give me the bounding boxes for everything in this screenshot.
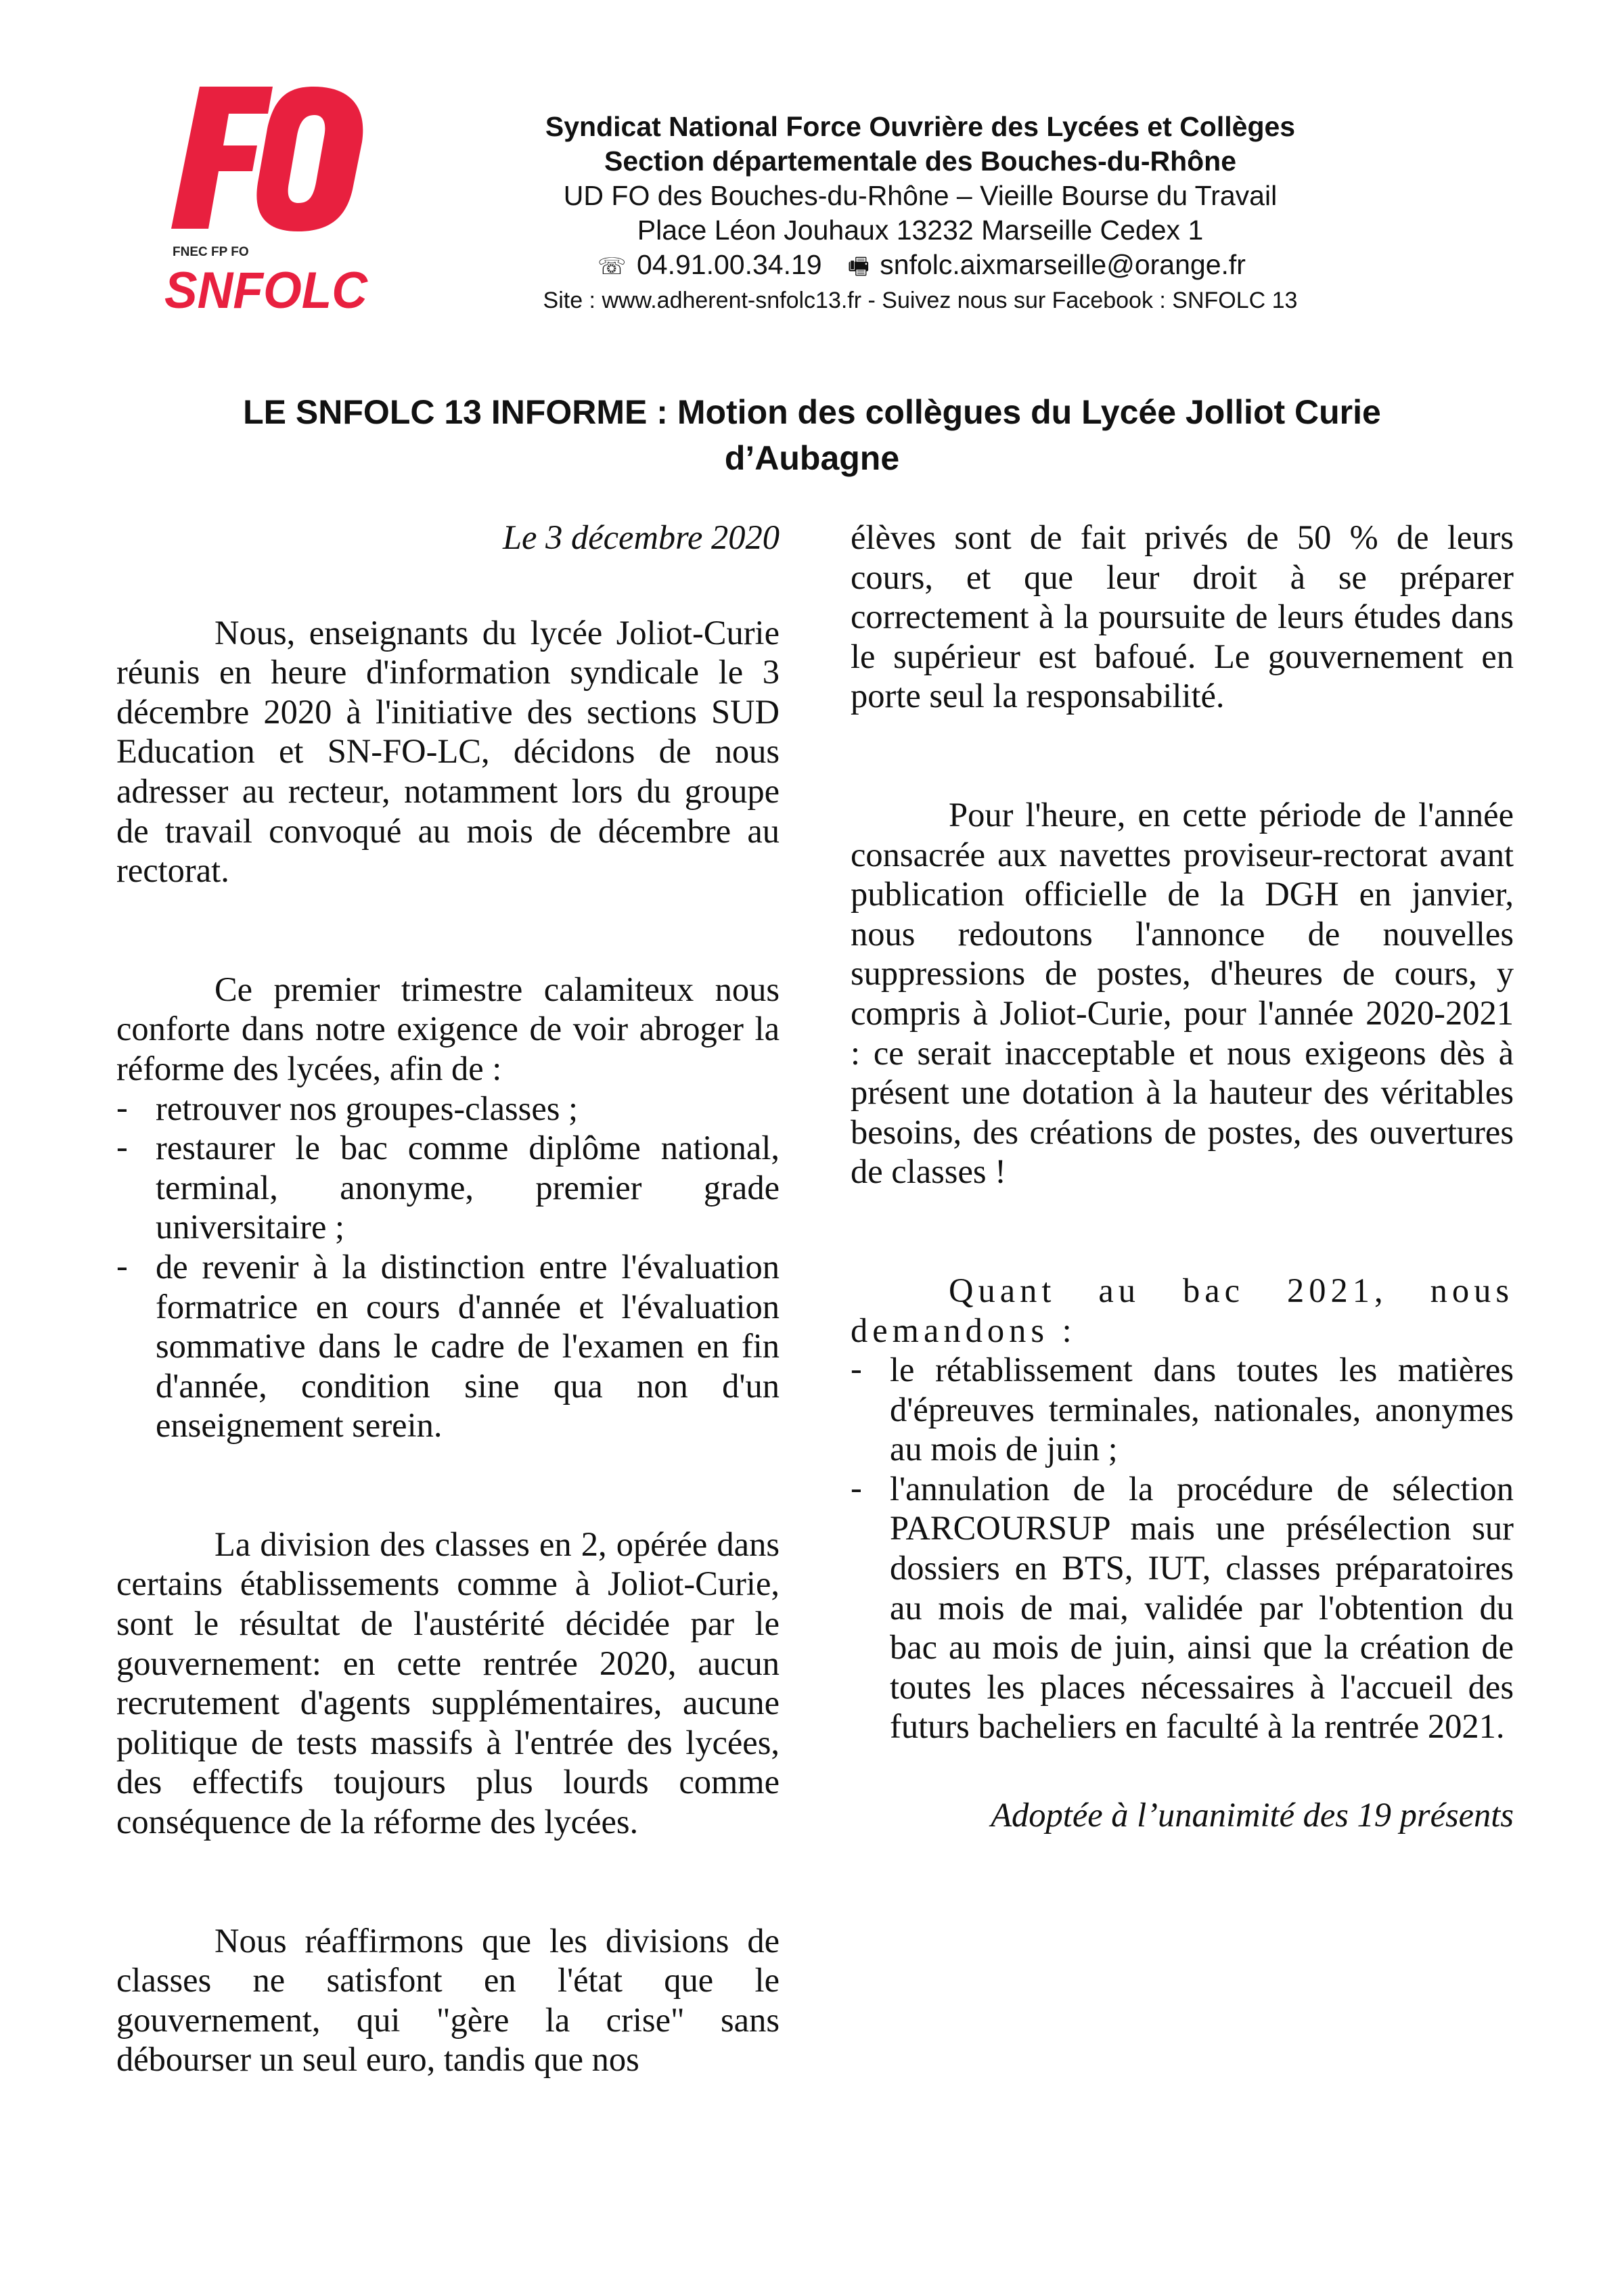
telephone-icon: ☏	[597, 254, 627, 279]
fax-icon: 🖷	[847, 254, 870, 279]
phone-number: 04.91.00.34.19	[636, 249, 822, 280]
paragraph-4-continued: élèves sont de fait privés de 50 % de leurs cours, et que leur droit à se préparer correctement à la poursuite de leurs études dans le supérieur est bafoué. Le gouvernement en porte seul la responsabilité.	[851, 518, 1514, 715]
document-date: Le 3 décembre 2020	[502, 518, 780, 556]
paragraph-3: La division des classes en 2, opérée dans certains établissements comme à Joliot-Curie, sont le résultat de l'austérité décidée par le gouvernement: en cette rentrée 2020, aucun recrutement d'agents supplémentaires, aucune politique de tests massifs à l'entrée des lycées, des effectifs toujours plus lourds comme conséquence de la réforme des lycées.	[116, 1525, 780, 1841]
paragraph-6: Quant au bac 2021, nous demandons :	[851, 1271, 1514, 1349]
header-line-3: UD FO des Bouches-du-Rhône – Vieille Bourse du Travail	[563, 180, 1278, 211]
list-item: - de revenir à la distinction entre l'évaluation formatrice en cours d'année et l'évaluation sommative dans le cadre de l'examen en fin d'année, condition sine qua non d'un enseignement serein.	[116, 1247, 780, 1445]
list-item: - retrouver nos groupes-classes ;	[116, 1089, 780, 1129]
list-item: - le rétablissement dans toutes les matières d'épreuves terminales, nationales, anonymes au mois de juin ;	[851, 1350, 1514, 1469]
paragraph-5: Pour l'heure, en cette période de l'année consacrée aux navettes proviseur-rectorat avant publication officielle de la DGH en janvier, nous redoutons l'annonce de nouvelles suppressions de postes, d'heures de cours, y compris à Joliot-Curie, pour l'année 2020-2021 : ce serait inacceptable et nous exigeons dès à présent une dotation à la hauteur des véritables besoins, des créations de postes, des ouvertures de classes !	[851, 795, 1514, 1191]
letterhead	[420, 110, 1421, 317]
header-contact-line	[420, 248, 1421, 284]
logo-brand-text: SNFOLC	[164, 262, 369, 319]
list-item: - l'annulation de la procédure de sélection PARCOURSUP mais une présélection sur dossiers en BTS, IUT, classes préparatoires au mois de mai, validée par l'obtention du bac au mois de juin, ainsi que la création de toutes les places nécessaires à l'accueil des futurs bacheliers en faculté à la rentrée 2021.	[851, 1469, 1514, 1747]
logo-small-text: FNEC FP FO	[173, 245, 249, 259]
title-line-1: LE SNFOLC 13 INFORME : Motion des collègues du Lycée Jolliot Curie	[243, 393, 1381, 431]
demands-list-2	[851, 1350, 1514, 1747]
paragraph-1: Nous, enseignants du lycée Joliot-Curie réunis en heure d'information syndicale le 3 décembre 2020 à l'initiative des sections SUD Education et SN-FO-LC, décidons de nous adresser au recteur, notamment lors du groupe de travail convoqué au mois de décembre au rectorat.	[116, 613, 780, 890]
document-title	[135, 389, 1489, 481]
email-address: snfolc.aixmarseille@orange.fr	[880, 249, 1246, 280]
fo-snfolc-logo	[152, 74, 382, 325]
demands-list-1	[116, 1089, 780, 1445]
header-line-1: Syndicat National Force Ouvrière des Lycées et Collèges	[545, 111, 1296, 142]
paragraph-4: Nous réaffirmons que les divisions de classes ne satisfont en l'état que le gouvernement, qui "gère la crise" sans débourser un seul euro, tandis que nos	[116, 1921, 780, 2079]
header-line-2: Section départementale des Bouches-du-Rhône	[604, 145, 1237, 177]
header-line-6: Site : www.adherent-snfolc13.fr - Suivez nous sur Facebook : SNFOLC 13	[543, 288, 1298, 313]
paragraph-2: Ce premier trimestre calamiteux nous conforte dans notre exigence de voir abroger la réforme des lycées, afin de :	[116, 970, 780, 1087]
adoption-note: Adoptée à l’unanimité des 19 présents	[991, 1796, 1514, 1834]
left-column	[116, 518, 780, 2079]
right-column	[851, 518, 1514, 1835]
title-line-2: d’Aubagne	[724, 439, 900, 477]
header-line-4: Place Léon Jouhaux 13232 Marseille Cedex 1	[637, 215, 1204, 246]
list-item: - restaurer le bac comme diplôme national, terminal, anonyme, premier grade universitaire ;	[116, 1128, 780, 1247]
